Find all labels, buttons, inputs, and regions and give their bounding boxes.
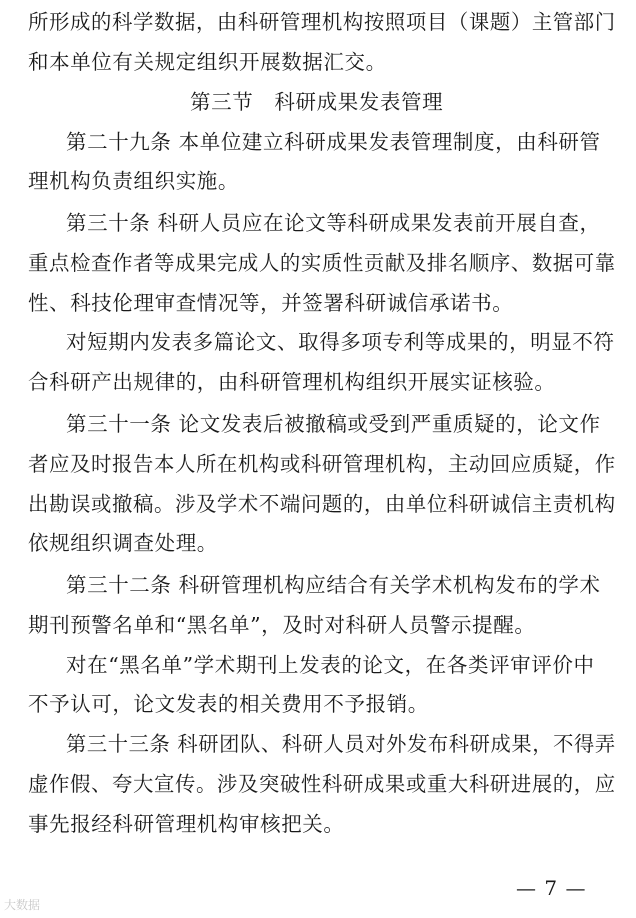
text-line: 出勘误或撤稿。涉及学术不端问题的，由单位科研诚信主责机构 [28,491,616,516]
text-line: 虚作假、夸大宣传。涉及突破性科研成果或重大科研进展的，应 [28,772,616,797]
paragraph-start-line: 第三十一条 论文发表后被撤稿或受到严重质疑的，论文作 [66,411,601,436]
paragraph-start-line: 第三十条 科研人员应在论文等科研成果发表前开展自查， [66,210,601,235]
paragraph-start-line: 对在“黑名单”学术期刊上发表的论文，在各类评审评价中 [66,652,595,677]
paragraph-start-line: 第三十二条 科研管理机构应结合有关学术机构发布的学术 [66,572,601,597]
section-heading: 第三节 科研成果发表管理 [190,89,444,114]
paragraph-start-line: 对短期内发表多篇论文、取得多项专利等成果的，明显不符 [66,330,615,355]
text-line: 合科研产出规律的，由科研管理机构组织开展实证核验。 [28,370,556,395]
watermark-text: 大数据 [4,898,41,912]
watermark [4,897,40,913]
paragraph-start-line: 第三十三条 科研团队、科研人员对外发布科研成果，不得弄 [66,732,616,757]
text-line: 和本单位有关规定组织开展数据汇交。 [28,49,387,74]
paragraph-start-line: 第二十九条 本单位建立科研成果发表管理制度，由科研管 [66,129,601,154]
text-line: 期刊预警名单和“黑名单”，及时对科研人员警示提醒。 [28,612,536,637]
text-line: 依规组织调查处理。 [28,531,218,556]
text-line: 重点检查作者等成果完成人的实质性贡献及排名顺序、数据可靠 [28,250,616,275]
text-line: 性、科技伦理审查情况等，并签署科研诚信承诺书。 [28,290,514,315]
text-line: 不予认可，论文发表的相关费用不予报销。 [28,692,429,717]
text-line: 所形成的科学数据，由科研管理机构按照项目（课题）主管部门 [28,10,616,34]
text-line: 事先报经科研管理机构审核把关。 [28,812,345,836]
text-line: 理机构负责组织实施。 [28,169,239,194]
page-number: — 7 — [516,876,587,900]
text-line: 者应及时报告本人所在机构或科研管理机构，主动回应质疑，作 [28,451,616,476]
